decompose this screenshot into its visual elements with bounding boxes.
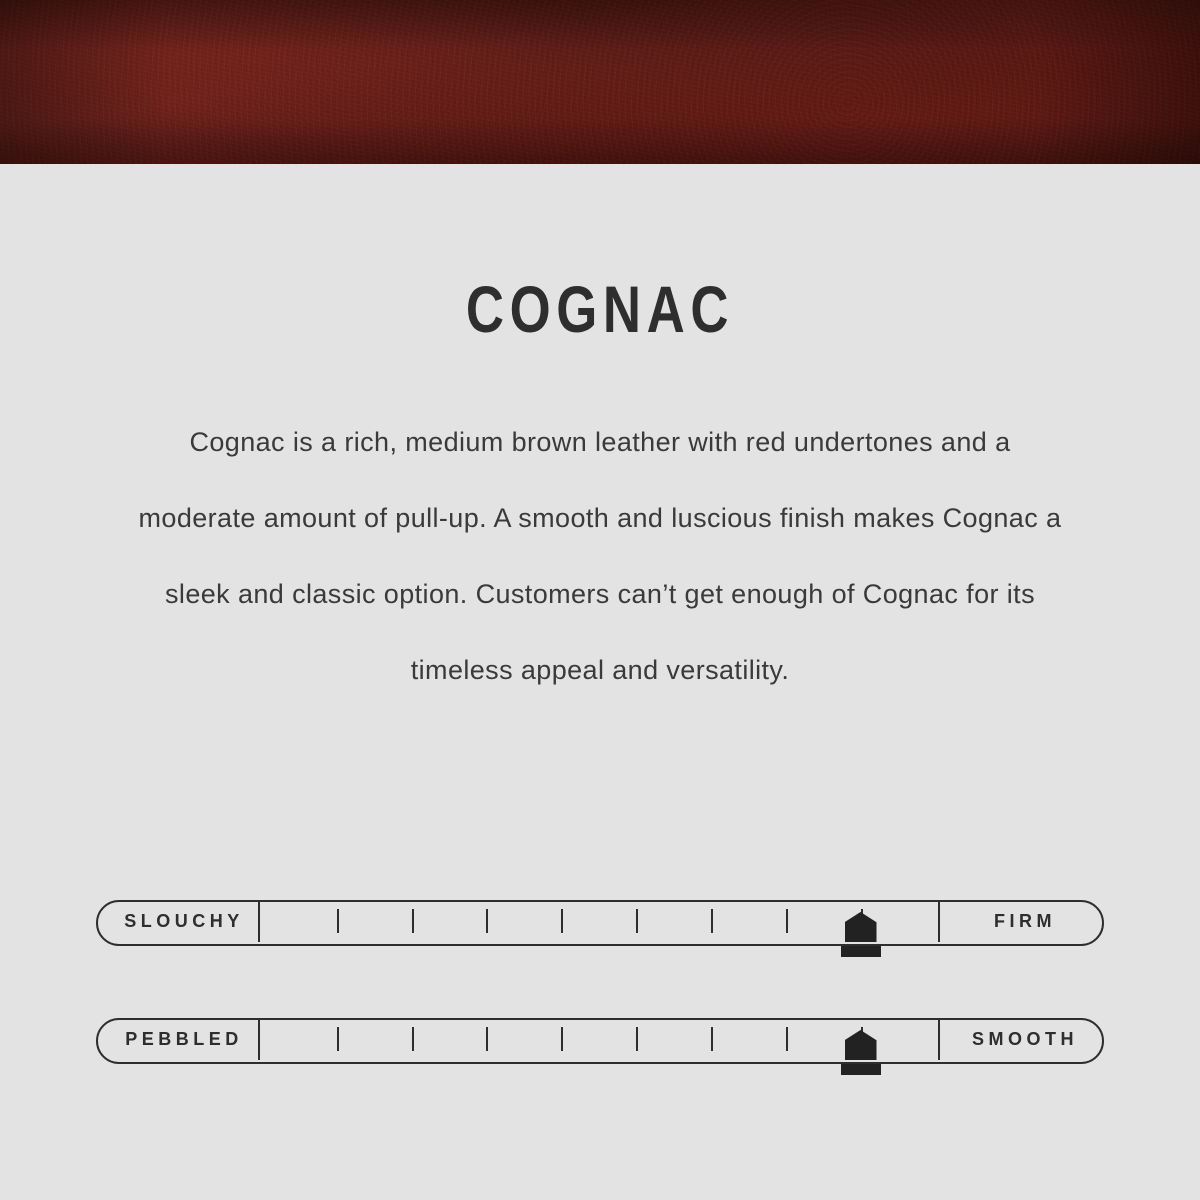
scale-tick	[561, 909, 563, 933]
scale-tick	[412, 1027, 414, 1051]
scale-left-label: PEBBLED	[96, 1018, 260, 1060]
scale-tick	[786, 1027, 788, 1051]
marker-base	[841, 946, 881, 957]
scale-tick	[786, 909, 788, 933]
scale-marker	[841, 912, 881, 958]
leather-swatch-banner	[0, 0, 1200, 164]
scale-tick	[636, 909, 638, 933]
leather-vignette	[0, 0, 1200, 164]
scale-right-label: FIRM	[938, 900, 1104, 942]
scale-tick	[486, 909, 488, 933]
attribute-scales	[0, 900, 1200, 1064]
scale-tick	[711, 1027, 713, 1051]
scale-tick	[337, 1027, 339, 1051]
scale-ticks	[262, 1018, 936, 1064]
scale-right-label: SMOOTH	[938, 1018, 1104, 1060]
marker-pin-icon	[845, 1030, 877, 1060]
scale-marker	[841, 1030, 881, 1076]
scale-tick	[412, 909, 414, 933]
scale-tick	[561, 1027, 563, 1051]
scale-tick	[636, 1027, 638, 1051]
page-title: COGNAC	[465, 272, 735, 346]
marker-base	[841, 1064, 881, 1075]
scale-tick	[711, 909, 713, 933]
marker-pin-icon	[845, 912, 877, 942]
scale-ticks	[262, 900, 936, 946]
scale-tick	[486, 1027, 488, 1051]
scale-texture	[96, 1018, 1104, 1064]
scale-tick	[337, 909, 339, 933]
color-description: Cognac is a rich, medium brown leather with red undertones and a moderate amount of pull-up. A smooth and luscious finish makes Cognac a sleek and classic option. Customers can’t get enough of Cognac for its timeless appeal and versatility.	[138, 427, 1062, 685]
scale-firmness	[96, 900, 1104, 946]
scale-left-label: SLOUCHY	[96, 900, 260, 942]
